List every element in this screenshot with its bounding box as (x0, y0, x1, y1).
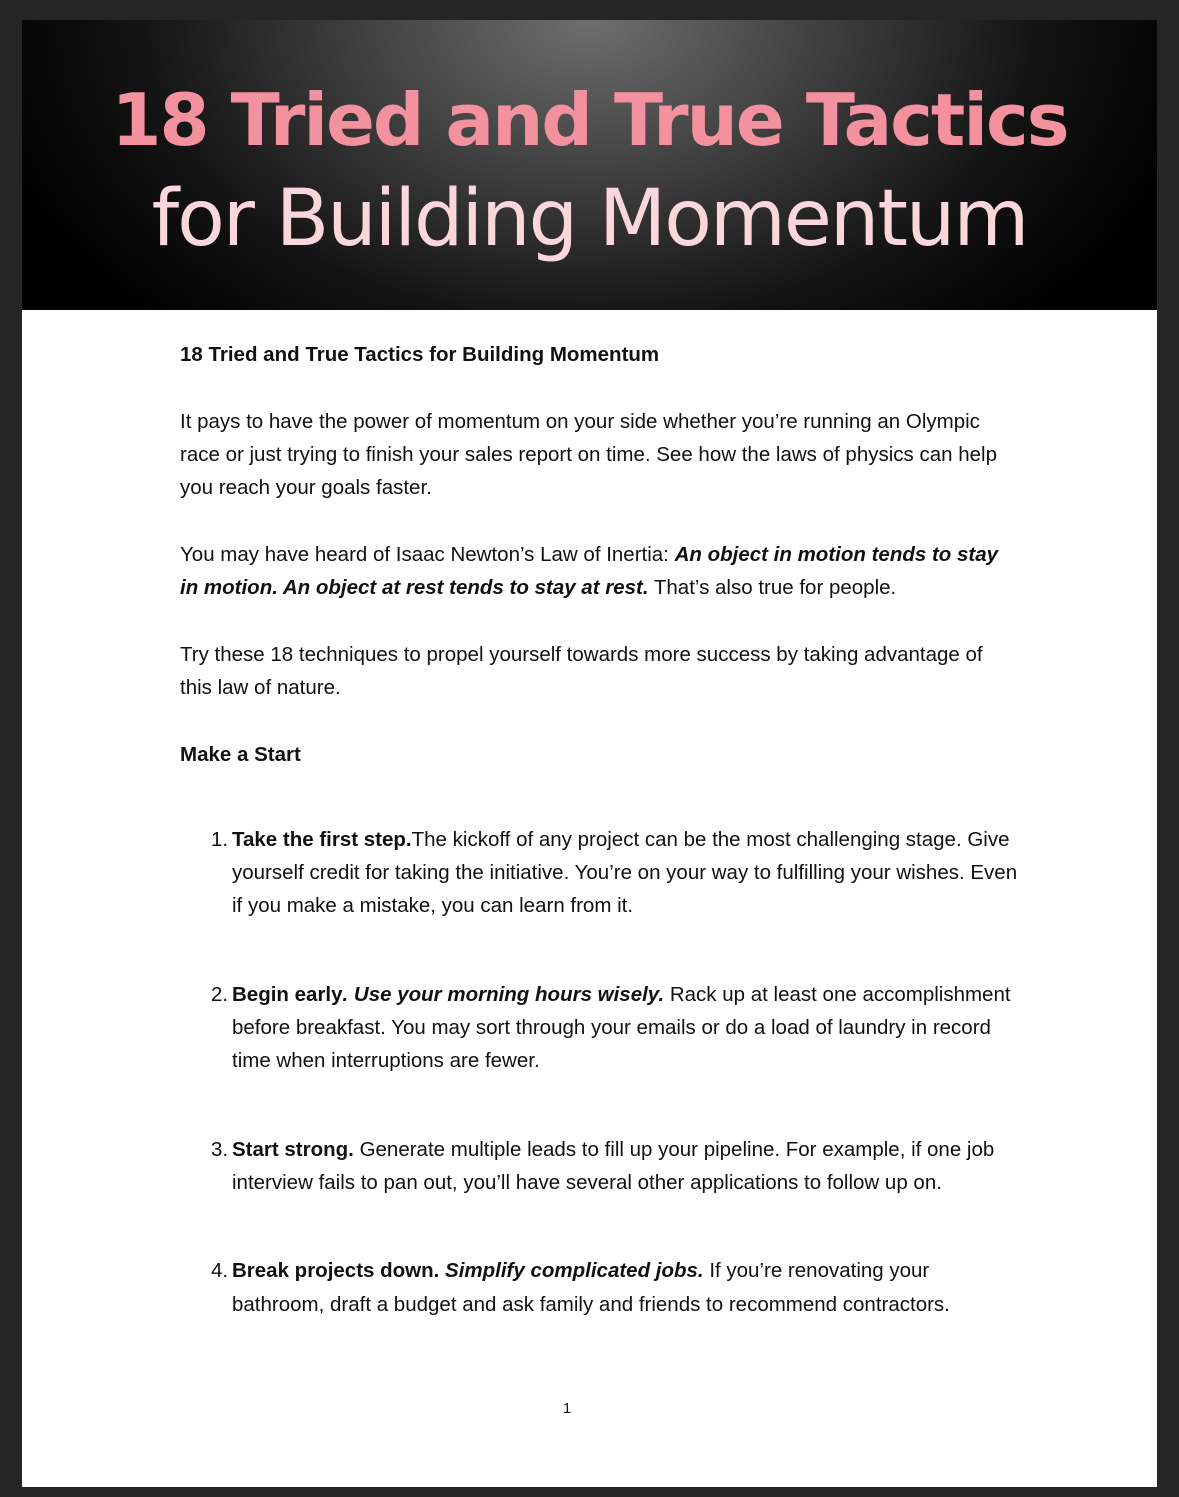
list-item (211, 823, 1020, 923)
document-page (22, 20, 1157, 1487)
newton-paragraph (180, 538, 1020, 605)
page-number: 1 (562, 1400, 572, 1417)
list-item-lead: Take the first step. (232, 827, 412, 851)
list-item-lead: Start strong. (232, 1137, 354, 1161)
banner-title-line-2: for Building Momentum (151, 174, 1028, 264)
section-heading: Make a Start (180, 742, 301, 766)
list-item-emphasis: . Use your morning hours wisely. (342, 982, 665, 1006)
list-item-number: 3. (211, 1137, 229, 1161)
newton-prefix: You may have heard of Isaac Newton’s Law of Inertia: (180, 542, 675, 566)
tactics-list (180, 823, 1020, 1321)
list-item (211, 978, 1020, 1078)
list-item (211, 1254, 1020, 1321)
newton-law-emphasis: An object in motion tends to stay in motion. An object at rest tends to stay at rest. (180, 542, 999, 600)
title-banner (22, 20, 1157, 310)
list-item-number: 4. (211, 1259, 229, 1283)
list-item-lead: Begin early (232, 982, 343, 1006)
list-item-body: Generate multiple leads to fill up your pipeline. For example, if one job interview fails to pan out, you’ll have several other applications to follow up on. (232, 1137, 995, 1194)
newton-suffix: That’s also true for people. (648, 576, 897, 600)
banner-title-line-1: 18 Tried and True Tactics (111, 78, 1068, 162)
document-body (180, 338, 1020, 1376)
list-item-emphasis: Simplify complicated jobs. (439, 1259, 704, 1283)
list-item-body: Rack up at least one accomplishment before breakfast. You may sort through your emails or do a load of laundry in record time when interruptions are fewer. (232, 982, 1011, 1073)
list-item-number: 2. (211, 982, 229, 1006)
try-paragraph: Try these 18 techniques to propel yourself towards more success by taking advantage of this law of nature. (180, 642, 983, 699)
list-item-body: The kickoff of any project can be the most challenging stage. Give yourself credit for taking the initiative. You’re on your way to fulfilling your wishes. Even if you make a mistake, you can learn from it. (232, 827, 1018, 918)
list-item-number: 1. (211, 827, 229, 851)
list-item-body: If you’re renovating your bathroom, draft a budget and ask family and friends to recommend contractors. (232, 1259, 950, 1316)
list-item (211, 1133, 1020, 1200)
intro-paragraph: It pays to have the power of momentum on your side whether you’re running an Olympic race or just trying to finish your sales report on time. See how the laws of physics can help you reach your goals faster. (180, 409, 997, 500)
document-title: 18 Tried and True Tactics for Building Momentum (180, 343, 660, 366)
list-item-lead: Break projects down. (232, 1259, 440, 1283)
